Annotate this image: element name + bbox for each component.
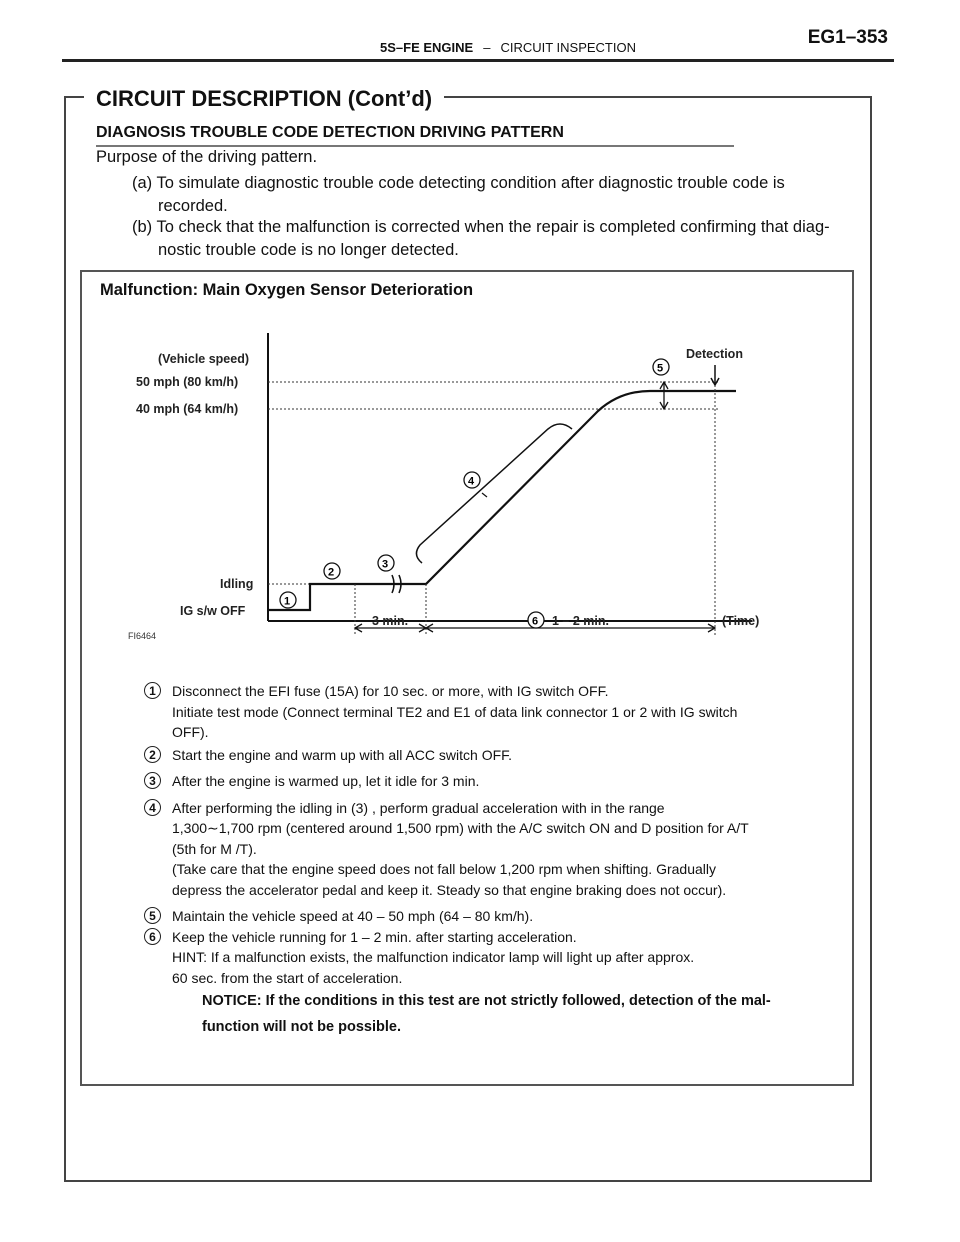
step-2-line1: Start the engine and warm up with all ACC switch OFF. — [172, 746, 513, 763]
step-4 — [144, 798, 834, 901]
marker-6 — [528, 612, 544, 628]
step-1-number: 1 — [144, 682, 161, 699]
outer-frame-top-left — [64, 96, 84, 98]
marker-6-label: 6 — [532, 615, 539, 628]
marker-1-label: 1 — [284, 595, 291, 608]
purpose-item-a-line2: recorded. — [158, 197, 228, 215]
step-6-line1: Keep the vehicle running for 1 – 2 min. after starting acceleration. — [172, 928, 577, 945]
step-4-number: 4 — [144, 799, 161, 816]
x-axis-label: (Time) — [722, 614, 760, 628]
step-6-line2: HINT: If a malfunction exists, the malfunction indicator lamp will light up after approx. — [172, 949, 695, 965]
marker-4-label: 4 — [468, 475, 475, 488]
purpose-item-b-line1: (b) To check that the malfunction is corrected when the repair is completed confirming that diag- — [132, 218, 830, 236]
step-6 — [144, 927, 834, 989]
running-header — [380, 40, 636, 55]
y-level-ig-off: IG s/w OFF — [180, 604, 246, 618]
acceleration-bracket — [416, 424, 572, 563]
driving-pattern-chart — [120, 325, 780, 660]
detection-label: Detection — [686, 347, 743, 361]
page-number: EG1–353 — [807, 27, 888, 48]
step-1-line3: OFF). — [172, 724, 209, 740]
notice-line2: function will not be possible. — [202, 1019, 401, 1035]
step-3-line1: After the engine is warmed up, let it idle for 3 min. — [172, 773, 480, 789]
purpose-item-a-line1: (a) To simulate diagnostic trouble code detecting condition after diagnostic trouble code is — [132, 174, 785, 192]
purpose-item-b-line2: nostic trouble code is no longer detected. — [158, 241, 459, 259]
marker-4 — [464, 472, 480, 488]
interval-1-2min-label: 1 – 2 min. — [552, 614, 609, 628]
marker-3-label: 3 — [382, 558, 389, 571]
step-list — [144, 681, 834, 1040]
outer-frame-top-right — [444, 96, 872, 98]
section-title: CIRCUIT DESCRIPTION (Cont’d) — [96, 86, 438, 112]
step-1-line2: Initiate test mode (Connect terminal TE2 and E1 of data link connector 1 or 2 with IG switch — [172, 703, 738, 720]
malfunction-title: Malfunction: Main Oxygen Sensor Deterioration — [100, 281, 474, 299]
step-3 — [144, 771, 834, 792]
step-6-line3: 60 sec. from the start of acceleration. — [172, 969, 403, 986]
step-4-line5: depress the accelerator pedal and keep it. Steady so that engine braking does not occur). — [172, 881, 727, 898]
subsection-title: DIAGNOSIS TROUBLE CODE DETECTION DRIVING PATTERN — [96, 124, 564, 141]
step-1 — [144, 681, 834, 743]
y-level-50mph: 50 mph (80 km/h) — [136, 375, 239, 389]
step-4-line1: After performing the idling in (3) , perform gradual acceleration with in the range — [172, 799, 665, 816]
step-2 — [144, 745, 834, 766]
bracket-tick — [482, 493, 487, 497]
step-6-number: 6 — [144, 928, 161, 945]
purpose-item-b — [132, 216, 867, 262]
marker-5-label: 5 — [657, 362, 664, 375]
figure-code: FI6464 — [128, 631, 157, 641]
step-5 — [144, 906, 834, 927]
speed-profile-line — [268, 391, 736, 610]
marker-2-label: 2 — [328, 566, 335, 579]
step-4-line4: (Take care that the engine speed does not fall below 1,200 rpm when shifting. Gradually — [172, 861, 716, 877]
purpose-text: Purpose of the driving pattern. — [96, 148, 318, 166]
header-separator: – — [483, 40, 491, 55]
interval-3min-label: 3 min. — [372, 614, 409, 628]
marker-3 — [378, 555, 394, 571]
step-5-line1: Maintain the vehicle speed at 40 – 50 mph (64 – 80 km/h). — [172, 908, 534, 924]
header-subsection: CIRCUIT INSPECTION — [500, 40, 636, 55]
step-4-line3: (5th for M /T). — [172, 840, 257, 857]
subtitle-underline — [96, 145, 734, 147]
y-level-40mph: 40 mph (64 km/h) — [136, 402, 239, 416]
step-1-line1: Disconnect the EFI fuse (15A) for 10 sec. or more, with IG switch OFF. — [172, 683, 609, 699]
purpose-item-a — [132, 172, 857, 218]
marker-1 — [280, 592, 296, 608]
marker-5 — [653, 359, 669, 375]
notice-line1: NOTICE: If the conditions in this test are not strictly followed, detection of the mal- — [202, 993, 771, 1009]
step-3-number: 3 — [144, 772, 161, 789]
header-rule — [62, 59, 894, 62]
header-section: 5S–FE ENGINE — [380, 40, 474, 55]
marker-2 — [324, 563, 340, 579]
notice — [144, 988, 834, 1040]
step-2-number: 2 — [144, 746, 161, 763]
step-5-number: 5 — [144, 907, 161, 924]
y-axis-label: (Vehicle speed) — [158, 352, 250, 366]
step-4-line2: 1,300∼1,700 rpm (centered around 1,500 rpm) with the A/C switch ON and D position for A/T — [172, 820, 749, 836]
y-level-idling: Idling — [220, 577, 254, 591]
